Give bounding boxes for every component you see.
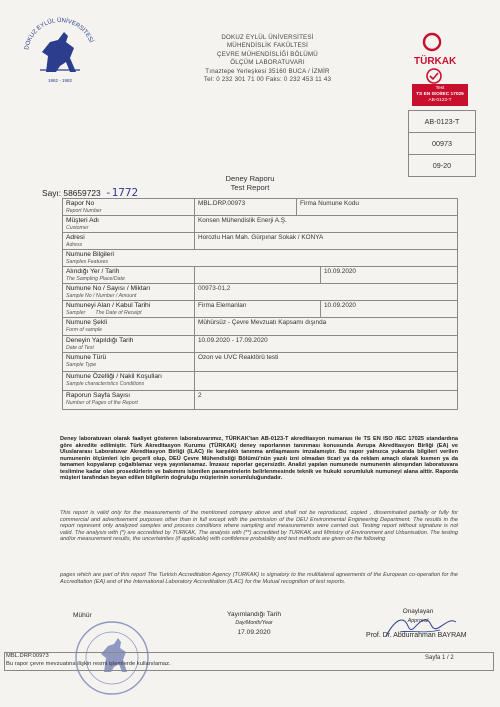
lab-number: 00973	[409, 133, 475, 155]
value-numuneyi-alan: Firma Elemanları	[195, 301, 321, 318]
label-numune-no-en: Sample No / Number / Amount	[66, 293, 137, 299]
row-musteri	[63, 216, 458, 233]
label-deney-tarihi: Deneyin Yapıldığı Tarih	[66, 337, 134, 344]
row-numune-ozelligi	[63, 372, 458, 391]
turkak-emblem	[412, 30, 468, 84]
accreditation-id-box	[408, 110, 476, 177]
logo-year: 1982 - 1982	[47, 78, 73, 83]
approval-label-en: Approval	[407, 617, 429, 624]
row-numune-bilgileri	[63, 250, 458, 267]
label-sayfa-sayisi-en: Number of Pages of the Report	[66, 400, 138, 406]
value-numune-sekli: Mühürsüz - Çevre Mevzuatı Kapsamı dışında	[195, 318, 458, 336]
faculty-name: MÜHENDİSLİK FAKÜLTESİ	[226, 42, 309, 50]
badge-test-label: Test	[435, 86, 445, 91]
turkak-accreditation-mark	[412, 30, 468, 108]
label-numune-sekli: Numune Şekli	[66, 319, 108, 326]
label-numune-ozelligi: Numune Özelliği / Nakil Koşulları	[66, 373, 163, 380]
logo-ring-text: DOKUZ EYLÜL ÜNİVERSİTESİ	[24, 17, 94, 51]
row-alindigi-yer	[63, 267, 458, 284]
accreditation-paragraph-tr: Deney laboratuvarı olarak faaliyet gösteren laboratuvarımız, TÜRKAK'tan AB-0123-T akreditasyon numarası ile TS EN ISO /IEC 17025 standardına göre akredite edilmiştir. Türk Akreditasyon Kurumu (TÜRKAK) deney raporlarının tanınması konusunda Avrupa Akreditasyon Birliği (EA) ve Uluslararası Laboratuvar Akreditasyon Birliği (ILAC) ile karşılıklı tanınma antlaşmasını imzalamıştır. Bu rapor yalnızca yukarıda bilgileri verilen numunenin ölçümleri için geçerli olup, DEÜ Çevre Mühendisliği Bölümü'nün yazılı izni olmadan ticari ya da reklam amaçlı olarak kısmen ya da tamamen kopyalanıp çoğaltılamaz veya yayınlanamaz. İmzasız raporlar geçersizdir. Analizi yapılan numunede numunenin alınışından laboratuvara teslimine kadar olan prosedürlerin ve bakımını istenilen parametrelerin belirlenmesinde teknik ve hukuki sorumluluk numuneyi alana aittir. Raporda müşteri tarafından beyan edilen bilgilerin doğruluğu müşterinin sorumluluğundadır.	[60, 436, 458, 481]
row-adres	[63, 233, 458, 250]
row-rapor-no	[63, 199, 458, 216]
label-numune-turu: Numune Türü	[66, 354, 107, 361]
report-title	[200, 174, 300, 192]
accreditation-paragraph-en: This report is valid only for the measurements of the mentioned company above and shall not be reproduced, copied , disseminated partially or fully for commercial and advertisement purposes other than in full except with the permission of the DEU Environmental Engineering Department. The results in the report represent only analyzed samples and process conditions where sampling and measurements were carried out. Testing report without signature is not valid. The analysis with (*) are accredited by TURKAK, The analysis with (**) accredited by TURKAK and Ministry of Environment and Urbanisation. The testing and/or measurement results, the uncertainties (if applicable) with confidence probability and test methods are given on the following	[60, 510, 458, 542]
approval-label: Onaylayan	[402, 608, 434, 615]
turkak-wordmark: TÜRKAK	[414, 56, 457, 67]
university-logo	[20, 12, 100, 86]
label-adres: Adresi	[66, 234, 85, 241]
badge-code: AB-0123-T	[428, 98, 452, 103]
label-numune-sekli-en: Form of sample	[66, 327, 103, 333]
label-rapor-no-en: Report Number	[66, 208, 102, 214]
footer-note: Bu rapor çevre mevzuatına ilişkin resmi işlemlerde kullanılamaz.	[6, 661, 171, 667]
label-rapor-no: Rapor No	[66, 200, 95, 207]
label-musteri: Müşteri Adı	[66, 217, 99, 224]
row-sayfa-sayisi	[63, 391, 458, 410]
label-firma-kodu: Firma Numune Kodu	[297, 199, 458, 216]
badge-standard: TS EN ISO/IEC 17025	[416, 92, 464, 97]
approver-name: Prof. Dr. Abdurrahman BAYRAM	[366, 632, 467, 639]
lab-name: ÖLÇÜM LABORATUVARI	[230, 59, 305, 67]
page-number: Sayfa 1 / 2	[425, 655, 454, 661]
handwritten-number: -1772	[105, 186, 139, 199]
lab-phone: Tel: 0 232 301 71 00 Faks: 0 232 453 11 43	[203, 76, 332, 84]
sayi-number: 58659723	[63, 188, 101, 198]
lab-address: Tınaztepe Yerleşkesi 35160 BUCA / İZMİR	[205, 67, 330, 75]
label-numune-bilgileri: Numune Bilgileri	[66, 251, 115, 258]
row-numuneyi-alan	[63, 301, 458, 318]
publication-date-label-en: Day/Month/Year	[235, 620, 273, 626]
accreditation-number: AB-0123-T	[409, 111, 475, 133]
publication-date-value: 17.09.2020	[237, 629, 271, 636]
value-rapor-no: MBL.DRP.00973	[195, 199, 297, 216]
publication-date-label: Yayımlandığı Tarih	[227, 611, 281, 618]
value-kabul-tarihi: 10.09.2020	[321, 301, 458, 318]
value-alindigi-tarih: 10.09.2020	[321, 267, 458, 284]
department-name: ÇEVRE MÜHENDİSLİĞİ BÖLÜMÜ	[217, 50, 318, 58]
footer-report-code: MBL.DRP.00973	[6, 653, 49, 659]
value-deney-tarihi: 10.09.2020 - 17.09.2020	[195, 336, 458, 353]
university-name: DOKUZ EYLÜL ÜNİVERSİTESİ	[221, 34, 314, 41]
accreditation-paragraph-en-2: pages which are part of this report The Turkish Accreditation Agency (TURKAK) is signatory to the multilateral agreements of the European co-operation for the Accreditation (EA) and of the International Laboratory Accreditation (ILAC) for the Mutual recognition of test reports.	[60, 572, 458, 585]
row-numune-sekli	[63, 318, 458, 336]
label-numuneyi-alan: Numuneyi Alan / Kabul Tarihi	[66, 302, 151, 309]
label-numune-no: Numune No / Sayısı / Miktarı	[66, 285, 151, 292]
sayi-label: Sayı:	[42, 188, 62, 198]
value-musteri: Konsen Mühendislik Enerji A.Ş.	[195, 216, 458, 233]
title-tr: Deney Raporu	[225, 174, 275, 183]
seal-label: Mühür	[73, 612, 92, 619]
label-musteri-en: Customer	[66, 225, 89, 231]
label-alindigi-yer: Alındığı Yer / Tarih	[66, 268, 120, 275]
label-numune-ozelligi-en: Sample characteristics Conditions	[66, 381, 145, 387]
period: 09-20	[432, 161, 452, 170]
lab-header	[160, 34, 375, 84]
label-receipt-date-en: The Date of Receipt	[95, 310, 142, 316]
label-sayfa-sayisi: Raporun Sayfa Sayısı	[66, 392, 131, 399]
value-numune-no: 00973-01,2	[195, 284, 458, 301]
value-adres: Horozlu Han Mah. Gürpınar Sokak / KONYA	[195, 233, 458, 250]
label-adres-en: Adress	[66, 242, 83, 248]
row-numune-turu	[63, 353, 458, 372]
publication-date-block	[208, 610, 300, 637]
row-numune-no	[63, 284, 458, 301]
value-numune-turu: Ozon ve UVC Reaktörü testi	[195, 353, 458, 372]
handwritten-signature	[380, 612, 460, 644]
label-alindigi-yer-en: The Sampling Place/Date	[66, 276, 125, 282]
value-sayfa-sayisi: 2	[195, 391, 458, 410]
label-deney-tarihi-en: Date of Test	[66, 345, 94, 351]
label-numune-turu-en: Sample Type	[66, 362, 97, 368]
label-numuneyi-alan-en: Sampler	[66, 310, 86, 316]
turkak-test-badge	[412, 84, 468, 106]
report-info-table	[62, 198, 458, 410]
row-deney-tarihi	[63, 336, 458, 353]
label-numune-bilgileri-en: Samples Features	[66, 259, 109, 265]
title-en: Test Report	[230, 183, 270, 192]
